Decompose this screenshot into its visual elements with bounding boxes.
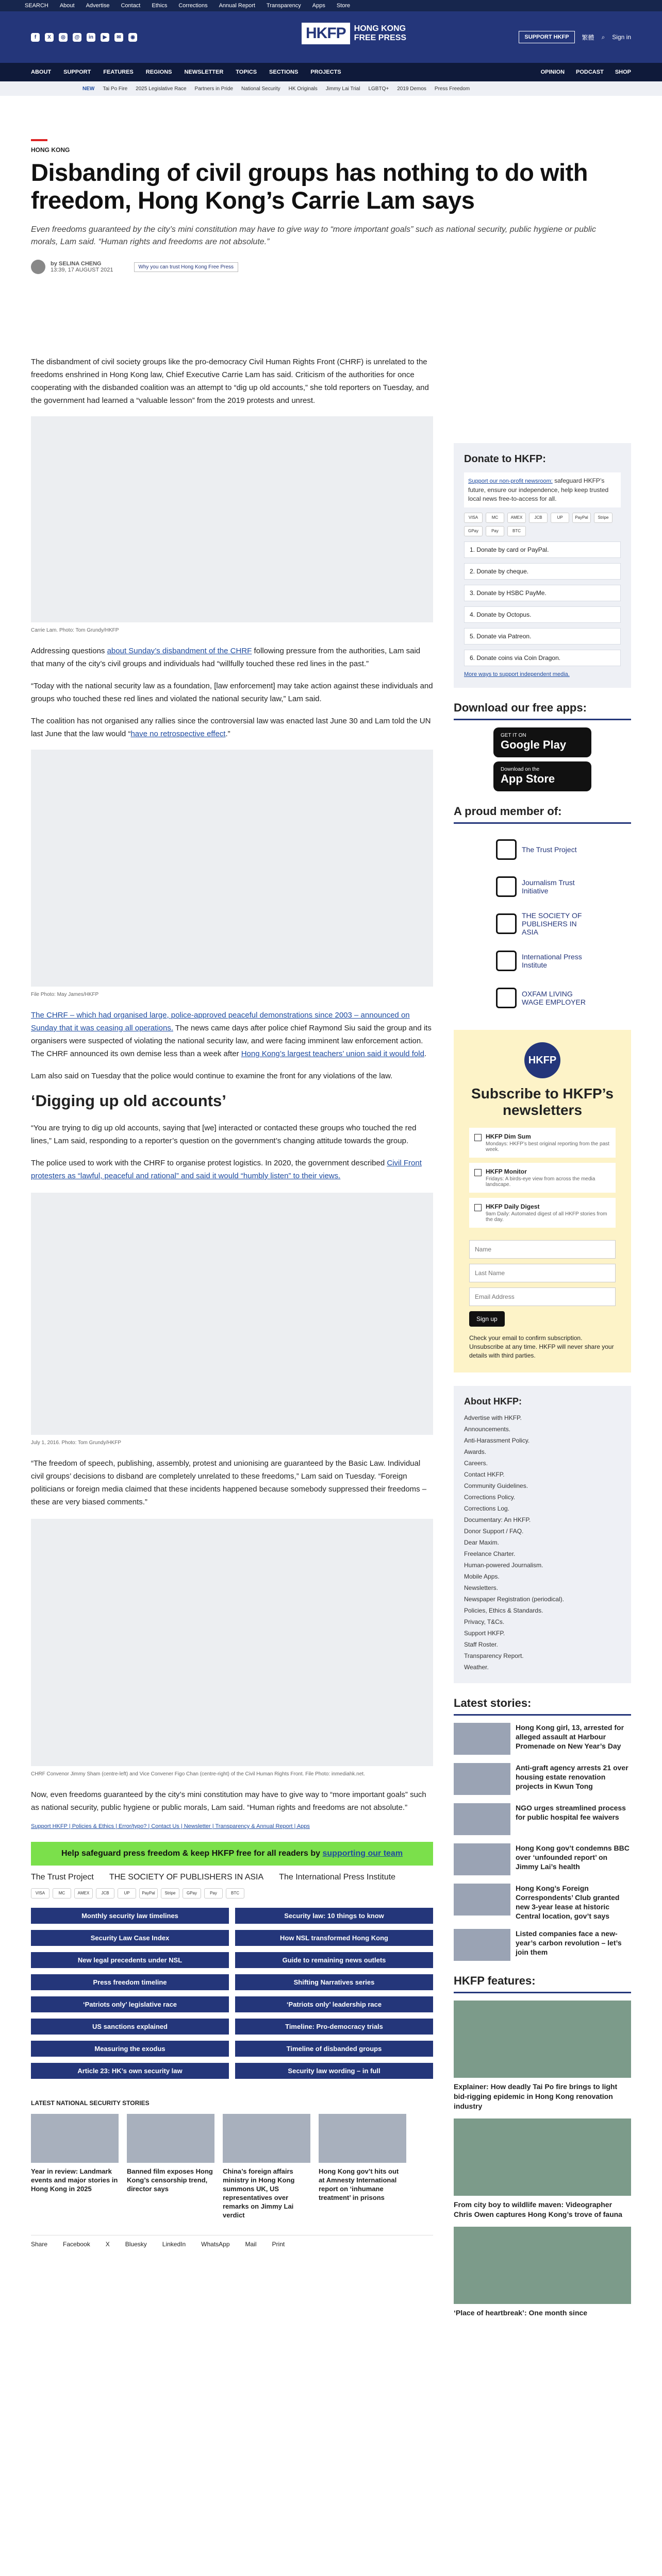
about-link[interactable]: Weather. [464,1664,489,1671]
about-link[interactable]: Newsletters. [464,1584,499,1591]
partner-logo[interactable]: THE SOCIETY OF PUBLISHERS IN ASIA [109,1873,264,1882]
nav-item[interactable]: NEWSLETTER [184,69,224,75]
story-thumbnail [223,2114,310,2163]
paragraph: Addressing questions about Sunday’s disbandment of the CHRF following pressure from the authorities, Lam said that many of the city’s civil groups and individuals had “willfully touched these red lines in the past.” [31,647,421,668]
category-kicker[interactable]: HONG KONG [31,146,70,154]
latest-story[interactable] [454,1763,631,1795]
photo-protest [31,1193,433,1435]
topic-button[interactable]: US sanctions explained [31,2019,229,2035]
latest-ns-stories [31,2114,433,2219]
about-link[interactable]: Transparency Report. [464,1652,524,1659]
story-thumbnail [319,2114,406,2163]
member-icon [496,876,517,897]
payment-icon: GPay [183,1888,201,1899]
feature-title[interactable]: From city boy to wildlife maven: Videographer Chris Owen captures Hong Kong’s trove of fauna [454,2200,622,2218]
donate-option[interactable]: 2. Donate by cheque. [464,563,621,580]
member-title: A proud member of: [454,805,631,824]
logo-text: HONG KONG FREE PRESS [354,24,407,42]
latest-story[interactable] [454,1843,631,1875]
about-link[interactable]: Awards. [464,1448,487,1455]
member-logo[interactable] [454,831,631,868]
about-link[interactable]: Community Guidelines. [464,1482,528,1489]
nav-item[interactable]: ABOUT [31,69,52,75]
newsletter-option[interactable] [469,1163,616,1193]
trending-link[interactable]: HK Originals [288,86,318,92]
trending-link[interactable]: Partners in Pride [194,86,234,92]
latest-story[interactable] [454,1884,631,1921]
payment-methods [464,513,621,536]
nav-item[interactable]: PODCAST [576,69,604,75]
donate-title: Donate to HKFP: [464,453,546,465]
payment-icon: PayPal [139,1888,158,1899]
paragraph: The CHRF – which had organised large, police-approved peaceful demonstrations since 2003 – announced on Sunday that it was ceasing all operations. The news came days after police chief Raymond Siu said the group and its organisers were suspected of violating the national security law, and were facing imminent law enforcement action. The CHRF announced its own demise less than a week after Hong Kong’s largest teachers’ union said it would fold. [31,1011,432,1058]
story-thumbnail [454,1884,510,1916]
payment-icon: JCB [96,1888,114,1899]
payment-icon: VISA [31,1888,49,1899]
feature-card[interactable] [454,2227,631,2318]
story-title[interactable]: Banned film exposes Hong Kong’s censorship trend, director says [127,2167,213,2193]
about-title: About HKFP: [464,1396,522,1406]
newsletter-title: Subscribe to HKFP’s newsletters [471,1086,614,1118]
donate-option[interactable]: 1. Donate by card or PayPal. [464,541,621,558]
about-link[interactable]: Advertise with HKFP. [464,1414,522,1421]
share-link[interactable]: X [105,2241,110,2248]
newsletter-desc: Fridays: A birds-eye view from across the media landscape. [486,1176,595,1188]
about-link[interactable]: Corrections Log. [464,1505,510,1512]
linkedin-icon[interactable]: in [87,33,95,42]
topbar-link[interactable]: About [59,3,75,9]
story-title[interactable]: Hong Kong gov’t hits out at Amnesty International report on ‘inhumane treatment’ in prisons [319,2167,399,2201]
topic-button[interactable]: Press freedom timeline [31,1974,229,1990]
threads-icon[interactable]: @ [73,33,81,42]
about-link[interactable]: Contact HKFP. [464,1471,505,1478]
article-body [31,355,433,2248]
checkbox[interactable] [474,1169,482,1176]
partner-logo[interactable]: The Trust Project [31,1873,94,1882]
feature-title[interactable]: Explainer: How deadly Tai Po fire brings to light bid-rigging epidemic in Hong Kong renovation industry [454,2082,618,2110]
share-link[interactable]: Bluesky [125,2241,147,2248]
author-avatar [31,260,45,274]
story-thumbnail [454,1843,510,1875]
checkbox[interactable] [474,1134,482,1141]
topic-button[interactable]: Timeline: Pro-democracy trials [235,2019,433,2035]
partner-logos [31,1873,433,1882]
about-link[interactable]: Anti-Harassment Policy. [464,1437,530,1444]
member-name: International Press Institute [522,953,582,969]
topic-buttons [31,1908,433,2079]
last-name-field[interactable] [469,1264,616,1282]
paragraph: “You are trying to dig up old accounts, saying that [we] interacted or contacted these groups who touched the red lines,” Lam said, responding to a reporter’s question on the government’s changing attitude towards the group. [31,1124,417,1145]
topbar-link[interactable]: Transparency [266,3,301,9]
latest-story[interactable] [454,1723,631,1755]
photo-chrf [31,1519,433,1766]
member-icon [496,913,517,934]
mail-icon[interactable]: ✉ [114,33,123,42]
topbar-link[interactable]: Contact [121,3,141,9]
payment-icon: Stripe [594,513,613,523]
member-logo[interactable] [454,979,631,1016]
story-title[interactable]: Hong Kong gov’t condemns BBC over ‘unfounded report’ on Jimmy Lai’s health [516,1844,630,1871]
paragraph: The disbandment of civil society groups like the pro-democracy Civil Human Rights Front (CHRF) is unrelated to the freedoms enshrined in Hong Kong law, Chief Executive Carrie Lam has said. Criticism of the authorities for once cooperating with the disbanded coalition was an attempt to “dig up old accounts,” she told reporters on Tuesday, and the government had learned a “valuable lesson” from the 2019 protests and unrest. [31,358,429,405]
story-thumbnail [31,2114,119,2163]
section-heading: ‘Digging up old accounts’ [31,1092,226,1110]
ns-story-card[interactable] [127,2114,214,2219]
member-logo[interactable] [454,868,631,905]
topic-button[interactable]: Security law wording – in full [235,2063,433,2079]
feature-title[interactable]: ‘Place of heartbreak’: One month since [454,2309,588,2317]
paragraph: Lam also said on Tuesday that the police would continue to examine the front for any violations of the law. [31,1072,393,1080]
member-name: Journalism Trust Initiative [522,878,575,895]
share-link[interactable]: Facebook [63,2241,90,2248]
story-thumbnail [454,1929,510,1961]
youtube-icon[interactable]: ▶ [101,33,109,42]
story-title[interactable]: Listed companies face a new-year’s carbon revolution – let’s join them [516,1929,622,1956]
nav-item[interactable]: REGIONS [145,69,172,75]
language-link[interactable]: 繁體 [582,33,594,41]
app-store-button[interactable]: Download on the App Store [493,761,591,791]
member-icon [496,839,517,860]
nav-item[interactable]: FEATURES [103,69,134,75]
footer-links[interactable]: Support HKFP | Policies & Ethics | Error/typo? | Contact Us | Newsletter | Transparency & Annual Report | Apps [31,1823,310,1829]
caption: File Photo: May James/HKFP [31,992,99,997]
logo-mark: HKFP [302,23,350,44]
site-logo[interactable] [302,23,406,44]
instagram-icon[interactable]: ◎ [59,33,68,42]
author-name[interactable]: by SELINA CHENG [51,261,102,267]
apps-title: Download our free apps: [454,701,631,720]
member-name: OXFAM LIVING WAGE EMPLOYER [522,990,586,1006]
story-title[interactable]: Year in review: Landmark events and major stories in Hong Kong in 2025 [31,2167,118,2193]
facebook-icon[interactable]: f [31,33,40,42]
trending-link: NEW [82,86,95,92]
publish-date: 13:39, 17 AUGUST 2021 [51,267,113,273]
newsletter-note: Check your email to confirm subscription. Unsubscribe at any time. HKFP will never share your details with third parties. [469,1334,614,1359]
search-icon[interactable]: ⌕ [601,33,605,41]
newsletter-option[interactable] [469,1128,616,1158]
topic-button[interactable]: ‘Patriots only’ leadership race [235,1996,433,2012]
payment-icon: Pay [486,526,504,536]
member-logo[interactable] [454,942,631,979]
latest-ns-title: LATEST NATIONAL SECURITY STORIES [31,2099,150,2107]
newsletter-desc: 9am Daily: Automated digest of all HKFP stories from the day. [486,1211,607,1223]
topbar-link[interactable]: Store [336,3,351,9]
about-link[interactable]: Careers. [464,1460,488,1467]
paragraph: “The freedom of speech, publishing, assembly, protest and unionising are guaranteed by the Basic Law. Individual civil groups’ decisions to disband are completely unrelated to these freedoms,” Lam said on Tuesday. “Foreign politicians or foreign media claimed that these incidents happened because somebody suppressed their freedoms – these are very biased comments.” [31,1459,427,1506]
paragraph: “Today with the national security law as a foundation, [law enforcement] may take action against these individuals and groups who touched these red lines and violated the national security law,” Lam said. [31,682,433,703]
story-thumbnail [454,1723,510,1755]
story-title[interactable]: NGO urges streamlined process for public hospital fee waivers [516,1804,626,1821]
paragraph: The police used to work with the CHRF to organise protest logistics. In 2020, the government described Civil Front protesters as “lawful, peaceful and rational” and said it would “humbly listen” to their views. [31,1159,422,1180]
about-link[interactable]: Documentary: An HKFP. [464,1516,531,1523]
about-link[interactable]: Human-powered Journalism. [464,1562,543,1569]
story-title[interactable]: Anti-graft agency arrests 21 over housing estate renovation projects in Kwun Tong [516,1764,628,1790]
topbar-link[interactable]: Apps [312,3,325,9]
about-link[interactable]: Staff Roster. [464,1641,498,1648]
donate-option[interactable]: 4. Donate by Octopus. [464,606,621,623]
story-thumbnail [454,1803,510,1835]
signup-button[interactable]: Sign up [469,1311,505,1327]
sidebar [454,443,631,2325]
payment-icon: AMEX [74,1888,93,1899]
trending-link[interactable]: Press Freedom [434,86,470,92]
newsletter-box [454,1030,631,1372]
topic-button[interactable]: How NSL transformed Hong Kong [235,1930,433,1946]
topic-button[interactable]: Monthly security law timelines [31,1908,229,1924]
latest-story[interactable] [454,1803,631,1835]
trending-bar [0,81,662,96]
story-thumbnail [454,1763,510,1795]
about-link[interactable]: Newspaper Registration (periodical). [464,1596,565,1603]
ns-story-card[interactable] [31,2114,119,2219]
trending-link[interactable]: National Security [241,86,280,92]
ns-story-card[interactable] [319,2114,406,2219]
site-header [0,11,662,63]
about-link[interactable]: Freelance Charter. [464,1550,516,1557]
topic-button[interactable]: Guide to remaining news outlets [235,1952,433,1968]
newsletter-name: HKFP Dim Sum [486,1133,531,1140]
article-subtitle: Even freedoms guaranteed by the city’s mini constitution may have to give way to “more important goals” such as national security, public hygiene or public morals, Lam said. “Human rights and freedoms are not absolute.” [31,225,596,246]
accent-line [31,139,47,141]
feature-card[interactable] [454,2119,631,2219]
nav-item[interactable]: TOPICS [236,69,257,75]
x-icon[interactable]: X [45,33,54,42]
checkbox[interactable] [474,1204,482,1211]
share-link[interactable]: WhatsApp [201,2241,230,2248]
inline-link[interactable]: Civil Front protesters as “lawful, peaceful and rational” and said it would “humbly listen” to their views. [31,1159,422,1180]
inline-link[interactable]: Hong Kong’s largest teachers’ union said it would fold [241,1049,424,1058]
rss-icon[interactable]: ◉ [128,33,137,42]
donate-option[interactable]: 6. Donate coins via Coin Dragon. [464,650,621,666]
top-utility-bar [0,0,662,11]
payment-icon: JCB [529,513,548,523]
member-icon [496,951,517,971]
partner-logo[interactable]: The International Press Institute [279,1873,396,1882]
payment-icon: Stripe [161,1888,179,1899]
payment-icon: AMEX [507,513,526,523]
feature-photo [454,2227,631,2304]
trending-link[interactable]: Tai Po Fire [103,86,128,92]
support-hkfp-button[interactable]: SUPPORT HKFP [519,31,574,43]
sign-in-link[interactable]: Sign in [612,33,631,41]
payment-methods [31,1888,433,1899]
topic-button[interactable]: ‘Patriots only’ legislative race [31,1996,229,2012]
story-thumbnail [127,2114,214,2163]
share-link[interactable]: Print [272,2241,285,2248]
story-title[interactable]: Hong Kong’s Foreign Correspondents’ Club granted new 3-year lease at historic Central location, gov’t says [516,1884,620,1920]
photo-carrie-lam [31,416,433,622]
donate-pitch: Support our non-profit newsroom: safeguard HKFP’s future, ensure our independence, help keep trusted local news free-to-access for all. [464,472,621,507]
topic-button[interactable]: Measuring the exodus [31,2041,229,2057]
donate-option[interactable]: 5. Donate via Patreon. [464,628,621,645]
topbar-link[interactable]: Corrections [178,3,208,9]
payment-icon: BTC [507,526,526,536]
trending-link[interactable]: 2019 Demos [397,86,426,92]
share-link[interactable]: LinkedIn [162,2241,186,2248]
article-title: Disbanding of civil groups has nothing to do with freedom, Hong Kong’s Carrie Lam says [31,159,588,214]
inline-link[interactable]: The CHRF – which had organised large, police-approved peaceful demonstrations since 2003 – announced on Sunday that it was ceasing all operations. [31,1011,410,1032]
donate-option[interactable]: 3. Donate by HSBC PayMe. [464,585,621,601]
trending-link[interactable]: 2025 Legislative Race [136,86,187,92]
nav-item[interactable]: SUPPORT [63,69,91,75]
newsletter-name: HKFP Monitor [486,1168,527,1175]
payment-icon: MC [486,513,504,523]
payment-icon: MC [53,1888,71,1899]
payment-icon: UP [118,1888,136,1899]
about-box [454,1386,631,1683]
share-link: Share [31,2241,48,2248]
caption: Carrie Lam. Photo: Tom Grundy/HKFP [31,628,119,633]
topic-button[interactable]: Shifting Narratives series [235,1974,433,1990]
topic-button[interactable]: Security Law Case Index [31,1930,229,1946]
payment-icon: VISA [464,513,483,523]
caption: July 1, 2016. Photo: Tom Grundy/HKFP [31,1440,121,1446]
share-link[interactable]: Mail [245,2241,257,2248]
header-actions [519,31,631,43]
about-link[interactable]: Policies, Ethics & Standards. [464,1607,543,1614]
caption: CHRF Convenor Jimmy Sham (centre-left) and Vice Convener Figo Chan (centre-right) of the Civil Human Rights Front. File Photo: inmediahk.net. [31,1771,365,1777]
nav-item[interactable]: PROJECTS [310,69,341,75]
topbar-link[interactable]: Advertise [86,3,110,9]
payment-icon: Pay [204,1888,223,1899]
member-name: The Trust Project [522,845,577,854]
photo-file [31,750,433,987]
about-link[interactable]: Donor Support / FAQ. [464,1528,524,1535]
trending-link[interactable]: LGBTQ+ [368,86,389,92]
feature-card[interactable] [454,2001,631,2111]
newsletter-desc: Mondays: HKFP’s best original reporting from the past week. [486,1141,609,1153]
inline-link[interactable]: about Sunday’s disbandment of the CHRF [107,647,252,655]
about-link[interactable]: Privacy, T&Cs. [464,1618,505,1625]
nav-item[interactable]: SECTIONS [269,69,299,75]
google-play-button[interactable]: GET IT ON Google Play [493,727,591,757]
topic-button[interactable]: Article 23: HK’s own security law [31,2063,229,2079]
newsletter-option[interactable] [469,1198,616,1228]
donate-box [454,443,631,688]
about-link[interactable]: Support HKFP. [464,1630,505,1637]
paragraph: The coalition has not organised any rallies since the controversial law was enacted last June 30 and Lam told the UN last June that the law would “have no retrospective effect.” [31,717,431,738]
nav-item[interactable]: SHOP [615,69,631,75]
topic-button[interactable]: Timeline of disbanded groups [235,2041,433,2057]
support-banner[interactable]: Help safeguard press freedom & keep HKFP free for all readers by supporting our team [31,1842,433,1866]
topic-button[interactable]: New legal precedents under NSL [31,1952,229,1968]
about-link[interactable]: Corrections Policy. [464,1494,516,1501]
about-link[interactable]: Dear Maxim. [464,1539,500,1546]
support-link[interactable]: supporting our team [322,1849,403,1858]
trust-link[interactable]: Why you can trust Hong Kong Free Press [134,262,239,272]
latest-title: Latest stories: [454,1697,631,1716]
member-icon [496,988,517,1008]
payment-icon: UP [551,513,569,523]
feature-photo [454,2119,631,2196]
social-icons [31,33,137,42]
payment-icon: PayPal [572,513,591,523]
newsletter-name: HKFP Daily Digest [486,1203,540,1210]
more-ways-link[interactable]: More ways to support independent media. [464,671,570,677]
topbar-link[interactable]: Annual Report [219,3,255,9]
member-name: THE SOCIETY OF PUBLISHERS IN ASIA [522,911,582,936]
share-bar [31,2235,433,2248]
story-title[interactable]: China’s foreign affairs ministry in Hong Kong summons UK, US representatives over remarks on Jimmy Lai verdict [223,2167,295,2219]
article-header [31,139,624,274]
payment-icon: GPay [464,526,483,536]
latest-story[interactable] [454,1929,631,1961]
inline-link[interactable]: have no retrospective effect [130,730,226,738]
byline [31,260,624,274]
trending-link[interactable]: Jimmy Lai Trial [325,86,360,92]
main-nav [0,63,662,81]
topbar-link[interactable]: Ethics [152,3,168,9]
topbar-link[interactable]: SEARCH [25,3,48,9]
feature-photo [454,2001,631,2078]
member-logo[interactable] [454,905,631,942]
newsletter-logo: HKFP [524,1042,560,1078]
topic-button[interactable]: Security law: 10 things to know [235,1908,433,1924]
nav-item[interactable]: OPINION [540,69,565,75]
about-link[interactable]: Mobile Apps. [464,1573,500,1580]
name-field[interactable] [469,1240,616,1259]
paragraph: Now, even freedoms guaranteed by the city’s mini constitution may have to give way to “more important goals” such as national security, public hygiene or public morals, Lam said. “Human rights and freedoms are not absolute.” [31,1790,426,1812]
features-title: HKFP features: [454,1974,631,1993]
ns-story-card[interactable] [223,2114,310,2219]
email-field[interactable] [469,1287,616,1306]
story-title[interactable]: Hong Kong girl, 13, arrested for alleged assault at Harbour Promenade on New Year’s Day [516,1723,624,1750]
about-link[interactable]: Announcements. [464,1426,511,1433]
payment-icon: BTC [226,1888,244,1899]
